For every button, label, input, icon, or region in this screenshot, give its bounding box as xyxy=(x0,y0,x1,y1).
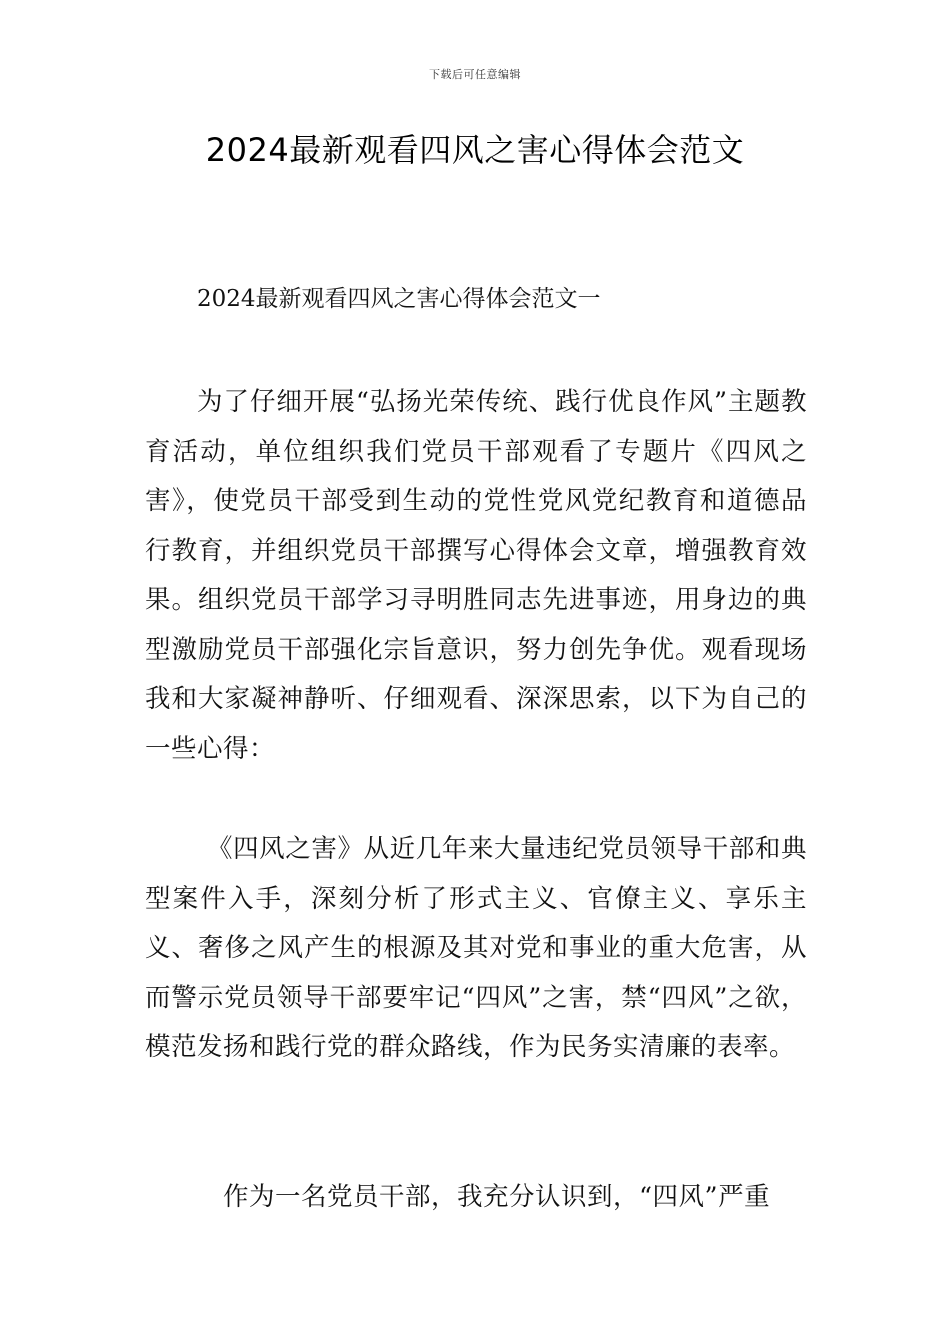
document-title: 2024最新观看四风之害心得体会范文 xyxy=(205,131,745,169)
header-note: 下载后可任意编辑 xyxy=(429,68,521,81)
section-title: 2024最新观看四风之害心得体会范文一 xyxy=(197,286,601,312)
paragraph-2: 《四风之害》从近几年来大量违纪党员领导干部和典型案件入手，深刻分析了形式主义、官僚主义、享乐主义、奢侈之风产生的根源及其对党和事业的重大危害，从而警示党员领导干部要牢记“四风”之害，禁“四风”之欲，模范发扬和践行党的群众路线，作为民务实清廉的表率。 xyxy=(145,834,807,1062)
paragraph-3: 作为一名党员干部，我充分认识到，“四风”严重 xyxy=(223,1182,771,1212)
paragraph-1: 为了仔细开展“弘扬光荣传统、践行优良作风”主题教育活动，单位组织我们党员干部观看了专题片《四风之害》，使党员干部受到生动的党性党风党纪教育和道德品行教育，并组织党员干部撰写心得体会文章，增强教育效果。组织党员干部学习寻明胜同志先进事迹，用身边的典型激励党员干部强化宗旨意识，努力创先争优。观看现场我和大家凝神静听、仔细观看、深深思索，以下为自己的一些心得： xyxy=(145,387,807,764)
